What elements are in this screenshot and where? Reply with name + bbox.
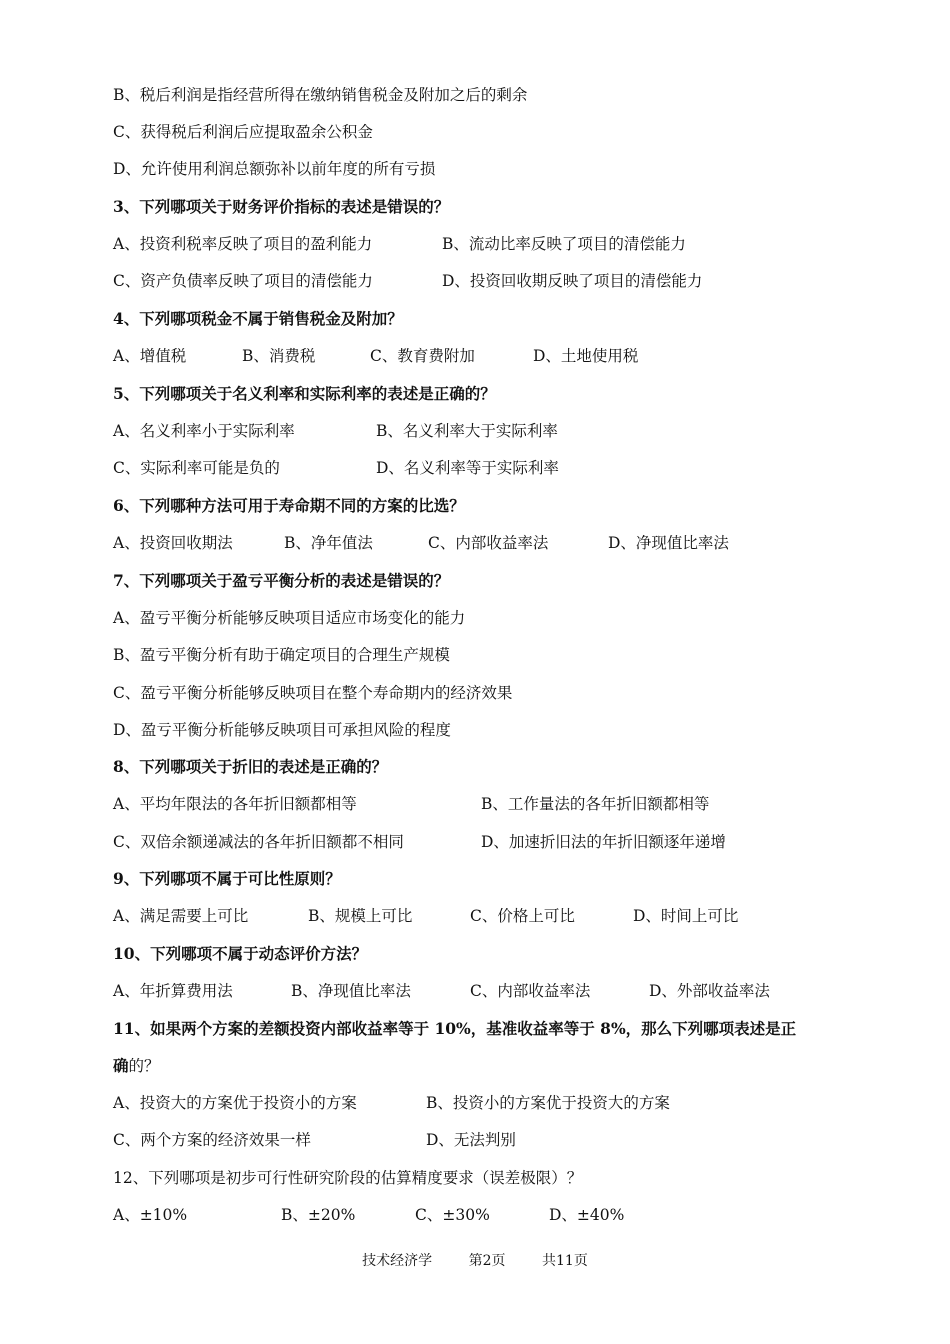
options-row <box>113 906 853 926</box>
footer-total-pages: 共11页 <box>542 1253 588 1269</box>
option: B、消费税 <box>242 347 316 365</box>
option-line: A、盈亏平衡分析能够反映项目适应市场变化的能力 <box>113 609 466 627</box>
question-3: 3、下列哪项关于财务评价指标的表述是错误的？ <box>113 197 450 216</box>
question-11-normal-part: 的？ <box>128 1057 160 1075</box>
option: C、资产负债率反映了项目的清偿能力 <box>113 272 373 290</box>
question-10: 10、下列哪项不属于动态评价方法？ <box>113 944 368 963</box>
options-row <box>113 1205 853 1225</box>
question-9: 9、下列哪项不属于可比性原则？ <box>113 869 341 888</box>
options-row <box>113 1130 853 1150</box>
footer-page-number: 第2页 <box>468 1253 506 1269</box>
option: A、±10% <box>113 1206 188 1224</box>
page-footer <box>0 1250 950 1270</box>
options-row <box>113 234 853 254</box>
options-row <box>113 1093 853 1113</box>
option: C、实际利率可能是负的 <box>113 459 280 477</box>
option-line: D、盈亏平衡分析能够反映项目可承担风险的程度 <box>113 721 451 739</box>
option-line: C、获得税后利润后应提取盈余公积金 <box>113 123 373 141</box>
options-row <box>113 533 853 553</box>
option: D、外部收益率法 <box>649 982 770 1000</box>
question-12: 12、下列哪项是初步可行性研究阶段的估算精度要求（误差极限）？ <box>113 1169 583 1187</box>
options-row <box>113 346 853 366</box>
option: D、土地使用税 <box>533 347 639 365</box>
options-row <box>113 794 853 814</box>
option: C、两个方案的经济效果一样 <box>113 1131 311 1149</box>
option: A、投资利税率反映了项目的盈利能力 <box>113 235 373 253</box>
option: B、净年值法 <box>284 534 373 552</box>
question-11-continued <box>113 1056 160 1076</box>
question-6: 6、下列哪种方法可用于寿命期不同的方案的比选？ <box>113 496 465 515</box>
option: B、规模上可比 <box>308 907 413 925</box>
option-line: B、盈亏平衡分析有助于确定项目的合理生产规模 <box>113 646 450 664</box>
option: A、投资大的方案优于投资小的方案 <box>113 1094 357 1112</box>
options-row <box>113 832 853 852</box>
question-8: 8、下列哪项关于折旧的表述是正确的？ <box>113 757 388 776</box>
option: B、流动比率反映了项目的清偿能力 <box>442 235 686 253</box>
option: D、投资回收期反映了项目的清偿能力 <box>442 272 703 290</box>
option: D、无法判别 <box>426 1131 516 1149</box>
option: A、满足需要上可比 <box>113 907 249 925</box>
options-row <box>113 458 853 478</box>
option: A、投资回收期法 <box>113 534 233 552</box>
option: C、双倍余额递减法的各年折旧额都不相同 <box>113 833 404 851</box>
option: B、投资小的方案优于投资大的方案 <box>426 1094 670 1112</box>
options-row <box>113 271 853 291</box>
options-row <box>113 981 853 1001</box>
option: C、±30% <box>415 1206 490 1224</box>
option: B、净现值比率法 <box>291 982 411 1000</box>
option-line: B、税后利润是指经营所得在缴纳销售税金及附加之后的剩余 <box>113 86 528 104</box>
footer-course: 技术经济学 <box>362 1253 433 1269</box>
option: A、增值税 <box>113 347 187 365</box>
options-row <box>113 421 853 441</box>
option: A、年折算费用法 <box>113 982 233 1000</box>
option: C、价格上可比 <box>470 907 575 925</box>
question-5: 5、下列哪项关于名义利率和实际利率的表述是正确的？ <box>113 384 496 403</box>
option: B、名义利率大于实际利率 <box>376 422 558 440</box>
option: B、工作量法的各年折旧额都相等 <box>481 795 710 813</box>
option: A、平均年限法的各年折旧额都相等 <box>113 795 357 813</box>
option: B、±20% <box>281 1206 356 1224</box>
option-line: C、盈亏平衡分析能够反映项目在整个寿命期内的经济效果 <box>113 684 513 702</box>
option: D、名义利率等于实际利率 <box>376 459 559 477</box>
option: D、加速折旧法的年折旧额逐年递增 <box>481 833 726 851</box>
option: A、名义利率小于实际利率 <box>113 422 295 440</box>
option: C、内部收益率法 <box>470 982 591 1000</box>
option: D、净现值比率法 <box>608 534 729 552</box>
question-11-bold-part: 确 <box>113 1056 129 1075</box>
option: D、时间上可比 <box>633 907 739 925</box>
question-7: 7、下列哪项关于盈亏平衡分析的表述是错误的？ <box>113 571 450 590</box>
option: C、内部收益率法 <box>428 534 549 552</box>
option: D、±40% <box>549 1206 625 1224</box>
option: C、教育费附加 <box>370 347 475 365</box>
option-line: D、允许使用利润总额弥补以前年度的所有亏损 <box>113 160 436 178</box>
question-11: 11、如果两个方案的差额投资内部收益率等于 10%，基准收益率等于 8%，那么下列哪项表述是正 <box>113 1019 797 1038</box>
question-4: 4、下列哪项税金不属于销售税金及附加？ <box>113 309 403 328</box>
